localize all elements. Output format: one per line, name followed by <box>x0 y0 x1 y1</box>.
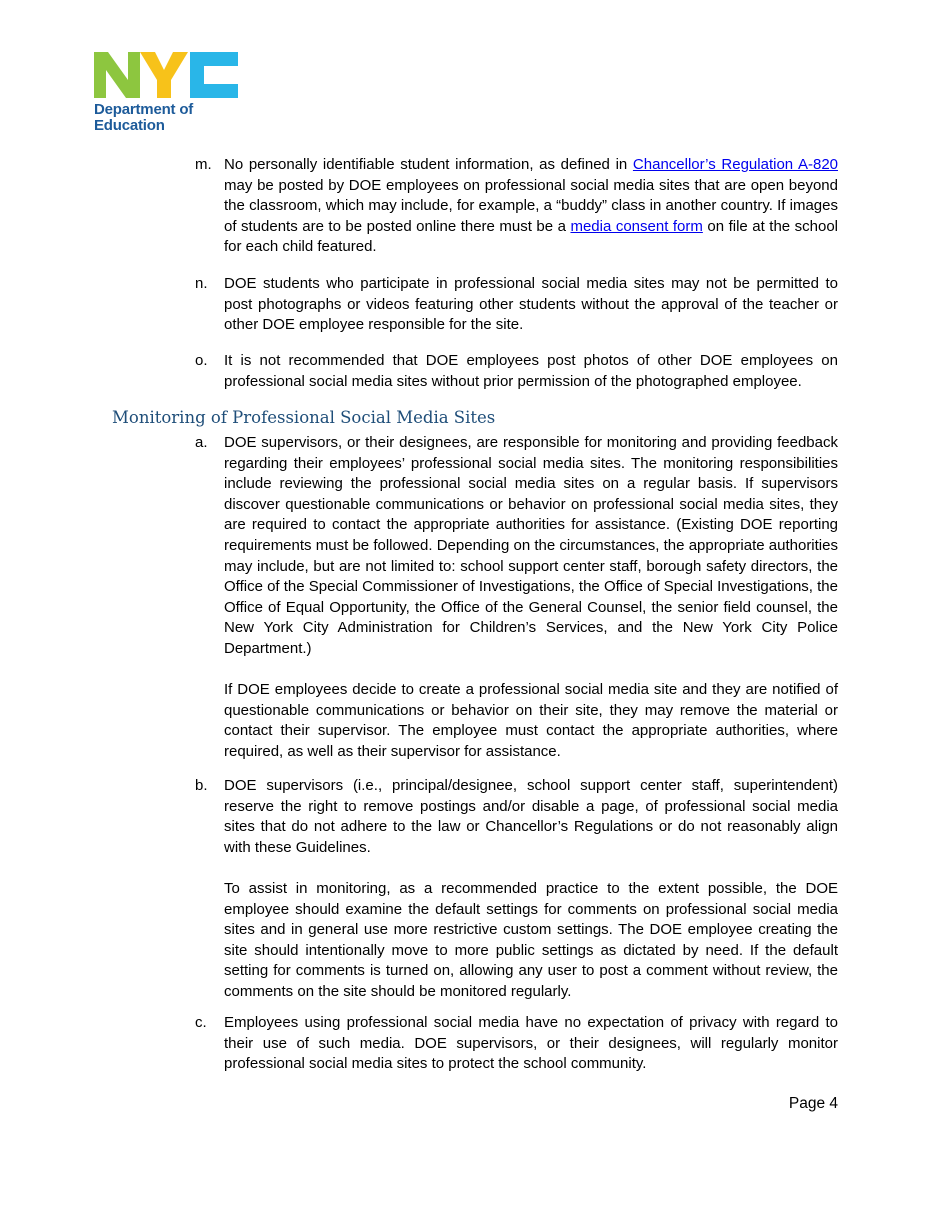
list-item-paragraph-2: If DOE employees decide to create a professional social media site and they are notified of questionable communications or behavior on their site, they may remove the material or contact their supervisor. The employee must contact the appropriate authorities, where required, as well as their supervisor for assistance. <box>224 681 838 760</box>
monitoring-item-a-wrap <box>195 433 838 763</box>
policy-list-o <box>195 351 838 392</box>
list-item-text: It is not recommended that DOE employees post photos of other DOE employees on professional social media sites without prior permission of the photographed employee. <box>224 352 838 390</box>
text-span: No personally identifiable student information, as defined in <box>224 156 633 173</box>
list-marker: c. <box>195 1014 207 1031</box>
chancellors-regulation-link[interactable]: Chancellor’s Regulation A-820 <box>632 156 838 173</box>
list-item-text <box>224 155 838 258</box>
monitoring-item-b-wrap <box>195 776 838 1003</box>
list-item-text: DOE students who participate in professional social media sites may not be permitted to post photographs or videos featuring other students without the approval of the teacher or other DOE employee responsible for the site. <box>224 275 838 334</box>
page-number: Page 4 <box>788 1095 838 1112</box>
logo-text <box>94 102 193 134</box>
list-item-a <box>195 433 838 763</box>
list-item-paragraph-1: DOE supervisors, or their designees, are responsible for monitoring and providing feedback regarding their employees’ professional social media sites. The monitoring responsibilities include reviewing the professional social media sites on a regular basis. If supervisors discover questionable communications or behavior on professional social media sites, they are required to contact the appropriate authorities for assistance. (Existing DOE reporting requirements must be followed. Depending on the circumstances, the appropriate authorities may include, but are not limited to: school support center staff, borough safety directors, the Office of the Special Commissioner of Investigations, the Office of Special Investigations, the Office of Equal Opportunity, the Office of the General Counsel, the senior field counsel, the New York City Administration for Children’s Services, and the New York City Police Department.) <box>224 434 838 657</box>
list-item-o <box>195 351 838 392</box>
list-item-paragraph-1: DOE supervisors (i.e., principal/designee, school support center staff, superintendent) reserve the right to remove postings and/or disable a page, of professional social media sites that do not adhere to the law or Chancellor’s Regulations or do not reasonably align with these Guidelines. <box>224 777 838 856</box>
list-item-m <box>195 155 838 258</box>
monitoring-item-c-wrap <box>195 1013 838 1075</box>
list-marker: n. <box>195 275 208 292</box>
list-item-text: Employees using professional social media have no expectation of privacy with regard to their use of such media. DOE supervisors, or their designees, will regularly monitor professional social media sites to protect the school community. <box>224 1014 838 1073</box>
section-heading: Monitoring of Professional Social Media Sites <box>112 408 496 427</box>
list-marker: b. <box>195 777 208 794</box>
policy-list-n <box>195 274 838 336</box>
list-marker: m. <box>195 156 212 173</box>
list-marker: a. <box>195 434 208 451</box>
list-item-paragraph-2: To assist in monitoring, as a recommended practice to the extent possible, the DOE employee should examine the default settings for comments on professional social media sites and in general use more restrictive custom settings. The DOE employee creating the site should intentionally move to more public settings as dictated by need. If the default setting for comments is turned on, allowing any user to post a comment without review, the comments on the site should be monitored regularly. <box>224 879 838 1000</box>
list-marker: o. <box>195 352 208 369</box>
media-consent-form-link[interactable]: media consent form <box>570 217 703 235</box>
logo-line-2: Education <box>94 117 165 134</box>
text-span: on file at the school for each child featured. <box>224 217 838 256</box>
policy-list-top <box>195 155 838 258</box>
list-item-n <box>195 274 838 336</box>
list-item-b <box>195 776 838 1003</box>
logo-line-1: Department of <box>94 101 194 118</box>
text-span: may be posted by DOE employees on professional social media sites that are open beyond the classroom, which may include, for example, a “buddy” class in another country. If images of students are to be posted online there must be a <box>224 176 838 235</box>
list-item-c <box>195 1013 838 1075</box>
